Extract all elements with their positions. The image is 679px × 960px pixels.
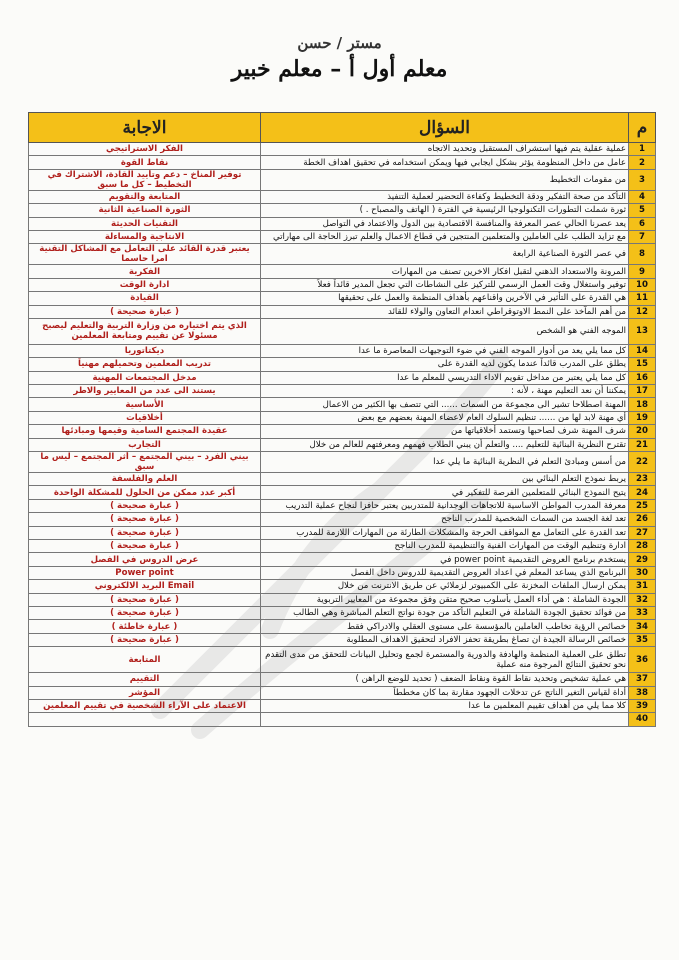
table-row	[29, 217, 656, 230]
table-row	[29, 385, 656, 398]
row-number: 37	[629, 673, 656, 686]
row-answer: مدخل المجتمعات المهنية	[29, 371, 261, 384]
author-name: مستر / حسن	[297, 34, 382, 52]
row-answer: ( عبارة صحيحة )	[29, 606, 261, 619]
table-row	[29, 292, 656, 305]
row-number: 21	[629, 438, 656, 451]
row-answer: الفكرية	[29, 265, 261, 278]
row-question: عامل من داخل المنظومة يؤثر بشكل ايجابي فيها ويمكن استخدامه في تحقيق اهداف الخطة	[261, 156, 629, 169]
table-row	[29, 673, 656, 686]
row-number: 19	[629, 411, 656, 424]
row-number: 13	[629, 318, 656, 344]
row-number: 29	[629, 553, 656, 566]
table-row	[29, 499, 656, 512]
row-number: 22	[629, 452, 656, 473]
row-question: كل مما يلي يعتبر من مداخل تقويم الاداء التدريسي للمعلم ما عدا	[261, 371, 629, 384]
page-title: معلم أول أ – معلم خبير	[231, 56, 448, 82]
row-answer: أخلاقيات	[29, 411, 261, 424]
row-number: 31	[629, 580, 656, 593]
page-header	[0, 34, 679, 84]
row-question: يعد عصرنا الحالي عصر المعرفة والمنافسة الاقتصادية بين الدول والاعتماد في التواصل	[261, 217, 629, 230]
row-question: خصائص الرؤية تخاطب العاملين بالمؤسسة على مستوى العقلي والادراكي فقط	[261, 620, 629, 633]
row-number: 9	[629, 265, 656, 278]
table-header-row	[29, 113, 656, 143]
table-row	[29, 566, 656, 579]
table-row	[29, 438, 656, 451]
table-row	[29, 156, 656, 169]
table-row	[29, 539, 656, 552]
row-answer: Email البريد الالكتروني	[29, 580, 261, 593]
row-number: 14	[629, 344, 656, 357]
row-question: من أهم المآخذ على النمط الاوتوقراطي انعدام التعاون والولاء للقائد	[261, 305, 629, 318]
table-row	[29, 633, 656, 646]
table-row	[29, 169, 656, 190]
row-question: تقترح النظرية البنائية للتعليم .... والتعلم أن يبني الطلاب فهمهم ومعرفتهم للعالم من خلال	[261, 438, 629, 451]
row-question: ادارة وتنظيم الوقت من المهارات الفنية والتنظيمية للمدرب الناجح	[261, 539, 629, 552]
table-body	[29, 143, 656, 727]
row-answer: التقنيات الحديثة	[29, 217, 261, 230]
row-answer: ( عبارة خاطئة )	[29, 620, 261, 633]
table-row	[29, 513, 656, 526]
row-number: 11	[629, 292, 656, 305]
row-question	[261, 713, 629, 726]
row-question: معرفة المدرب المواطن الاساسية للاتجاهات الوجدانية للمتدربين يعتبر حافزا لنجاح عملية التدريب	[261, 499, 629, 512]
row-number: 28	[629, 539, 656, 552]
table-row	[29, 398, 656, 411]
row-question: عملية عقلية يتم فيها استشراف المستقبل وتحديد الاتجاه	[261, 143, 629, 156]
table-row	[29, 620, 656, 633]
row-number: 23	[629, 473, 656, 486]
row-question: هي عملية تشخيص وتحديد نقاط القوة ونقاط الضعف ( تحديد للوضع الراهن )	[261, 673, 629, 686]
row-answer: ( عبارة صحيحة )	[29, 633, 261, 646]
row-number: 1	[629, 143, 656, 156]
row-question: التأكد من صحة التفكير ودقة التخطيط وكفاءة التحضير لعملية التنفيذ	[261, 190, 629, 203]
table-row	[29, 244, 656, 265]
row-number: 30	[629, 566, 656, 579]
table-row	[29, 553, 656, 566]
row-number: 5	[629, 204, 656, 217]
row-answer: توفير المناخ – دعم وتأييد القادة، الاشتراك في التخطيط – كل ما سبق	[29, 169, 261, 190]
row-question: يربط نموذج التعلم البنائي بين	[261, 473, 629, 486]
table-row	[29, 305, 656, 318]
row-question: ثورة شملت التطورات التكنولوجيا الرئيسية في الفترة ( الهاتف والمصباح . )	[261, 204, 629, 217]
row-answer: ديكتاتوريا	[29, 344, 261, 357]
row-question: تعد لغة الجسد من السمات الشخصية للمدرب الناجح	[261, 513, 629, 526]
row-number: 6	[629, 217, 656, 230]
table-row	[29, 580, 656, 593]
row-answer: الانتاجية والمساءلة	[29, 230, 261, 243]
row-number: 8	[629, 244, 656, 265]
row-answer: ( عبارة صحيحة )	[29, 499, 261, 512]
row-question: المهنة اصطلاحا تشير الى مجموعة من السمات ...... التي تتصف بها الكثير من الاعمال	[261, 398, 629, 411]
row-question: في عصر الثورة الصناعية الرابعة	[261, 244, 629, 265]
row-question: البرنامج الذي يساعد المعلم في اعداد العروض التقديمية للدروس داخل الفصل	[261, 566, 629, 579]
row-number: 32	[629, 593, 656, 606]
table-row	[29, 230, 656, 243]
table-row	[29, 686, 656, 699]
table-row	[29, 143, 656, 156]
row-question: أداة لقياس التغير الناتج عن تدخلات الجهود مقارنة بما كان مخططاً	[261, 686, 629, 699]
row-question: الجودة الشاملة : هي أداء العمل بأسلوب صحيح متقن وفق مجموعة من المعايير التربوية	[261, 593, 629, 606]
row-answer: ( عبارة صحيحة )	[29, 526, 261, 539]
table-row	[29, 371, 656, 384]
row-question: يستخدم برنامج العروض التقديمية power point في	[261, 553, 629, 566]
row-question: كل مما يلي يعد من أدوار الموجه الفني في ضوء التوجيهات المعاصرة ما عدا	[261, 344, 629, 357]
row-answer: يستند الى عدد من المعايير والاطر	[29, 385, 261, 398]
table-row	[29, 647, 656, 673]
column-header-answer: الاجابة	[29, 113, 261, 143]
row-question: من فوائد تحقيق الجودة الشاملة في التعليم التأكد من جودة نواتج التعلم المباشرة وهي الطالب	[261, 606, 629, 619]
row-question: يمكن ارسال الملفات المخزنة على الكمبيوتر لزملائي عن طريق الانترنت من خلال	[261, 580, 629, 593]
row-answer: المتابعة	[29, 647, 261, 673]
row-number: 12	[629, 305, 656, 318]
row-number: 18	[629, 398, 656, 411]
row-question: أي مهنة لابد لها من ...... تنظيم السلوك العام لاعضاء المهنة بعضهم مع بعض	[261, 411, 629, 424]
row-number: 7	[629, 230, 656, 243]
row-number: 25	[629, 499, 656, 512]
row-question: يمكننا أن نعد التعليم مهنة ، لأنه :	[261, 385, 629, 398]
row-question: يطلق على المدرب قائداً عندما يكون لديه القدرة على	[261, 358, 629, 371]
row-number: 4	[629, 190, 656, 203]
row-answer: عرض الدروس في الفصل	[29, 553, 261, 566]
row-answer: الفكر الاستراتيجي	[29, 143, 261, 156]
row-answer	[29, 713, 261, 726]
row-answer: يعتبر قدرة القائد على التعامل مع المشاكل التقنية امرا حاسما	[29, 244, 261, 265]
table-row	[29, 473, 656, 486]
table-row	[29, 265, 656, 278]
table-row	[29, 452, 656, 473]
table-row	[29, 318, 656, 344]
row-answer: نقاط القوة	[29, 156, 261, 169]
table-row	[29, 425, 656, 438]
table-row	[29, 593, 656, 606]
row-question: المرونة والاستعداد الذهني لتقبل افكار الاخرين تصنف من المهارات	[261, 265, 629, 278]
table-row	[29, 190, 656, 203]
row-question: من أسس ومبادئ التعلم في النظرية البنائية ما يلي عدا	[261, 452, 629, 473]
row-answer: عقيدة المجتمع السامية وقيمها ومبادئها	[29, 425, 261, 438]
table-row	[29, 526, 656, 539]
row-number: 38	[629, 686, 656, 699]
qa-table	[28, 112, 656, 727]
row-question: تطلق على العملية المنظمة والهادفة والدورية والمستمرة لجمع وتحليل البيانات للتحقق من مدى التقدم نحو تحقيق النتائج المرجوة منه عملية	[261, 647, 629, 673]
row-question: كلا مما يلي من أهداف تقييم المعلمين ما عدا	[261, 699, 629, 712]
table-row	[29, 699, 656, 712]
table-row	[29, 411, 656, 424]
row-number: 39	[629, 699, 656, 712]
row-answer: ( عبارة صحيحة )	[29, 513, 261, 526]
column-header-number: م	[629, 113, 656, 143]
row-number: 3	[629, 169, 656, 190]
row-answer: ( عبارة صحيحة )	[29, 539, 261, 552]
row-question: هي القدرة على التأثير في الآخرين واقناعهم بأهداف المنظمة والعمل على تحقيقها	[261, 292, 629, 305]
row-number: 24	[629, 486, 656, 499]
row-number: 10	[629, 278, 656, 291]
row-number: 33	[629, 606, 656, 619]
row-answer: التجارب	[29, 438, 261, 451]
table-row	[29, 204, 656, 217]
row-number: 26	[629, 513, 656, 526]
row-answer: Power point	[29, 566, 261, 579]
row-question: من مقومات التخطيط	[261, 169, 629, 190]
row-question: مع تزايد الطلب على العاملين والمتعلمين المنتجين في قطاع الاعمال والعلم تبرز الحاجة الى مهاراتي	[261, 230, 629, 243]
row-question: الموجه الفني هو الشخص	[261, 318, 629, 344]
row-question: خصائص الرسالة الجيدة ان تصاغ بطريقة تحفز الافراد لتحقيق الاهداف المطلوبة	[261, 633, 629, 646]
column-header-question: السؤال	[261, 113, 629, 143]
row-answer: المؤشر	[29, 686, 261, 699]
row-answer: أكبر عدد ممكن من الحلول للمشكلة الواحدة	[29, 486, 261, 499]
row-number: 36	[629, 647, 656, 673]
row-number: 34	[629, 620, 656, 633]
table-row	[29, 713, 656, 726]
table-row	[29, 486, 656, 499]
row-answer: القيادة	[29, 292, 261, 305]
row-number: 40	[629, 713, 656, 726]
row-answer: بيني الفرد – بيني المجتمع – أثر المجتمع – ليس ما سبق	[29, 452, 261, 473]
table-row	[29, 344, 656, 357]
row-number: 17	[629, 385, 656, 398]
row-answer: الأساسية	[29, 398, 261, 411]
row-number: 15	[629, 358, 656, 371]
row-number: 16	[629, 371, 656, 384]
row-answer: الثورة الصناعية الثانية	[29, 204, 261, 217]
row-answer: المتابعة والتقويم	[29, 190, 261, 203]
row-number: 27	[629, 526, 656, 539]
table-row	[29, 278, 656, 291]
row-question: تعد القدرة على التعامل مع المواقف الحرجة والمشكلات الطارئة من المهارات اللازمة للمدرب	[261, 526, 629, 539]
row-answer: التقييم	[29, 673, 261, 686]
table-row	[29, 606, 656, 619]
row-answer: العلم والفلسفة	[29, 473, 261, 486]
row-question: يتيح النموذج البنائي للمتعلمين الفرصة للتفكير في	[261, 486, 629, 499]
table-row	[29, 358, 656, 371]
row-answer: ( عبارة صحيحة )	[29, 593, 261, 606]
row-question: شرف المهنة شرف لصاحبها وتستمد أخلاقياتها من	[261, 425, 629, 438]
row-question: توفير واستغلال وقت العمل الرسمي للتركيز على النشاطات التي تجعل المدير قائداً فعلاً	[261, 278, 629, 291]
row-answer: ادارة الوقت	[29, 278, 261, 291]
row-number: 35	[629, 633, 656, 646]
row-answer: تدريب المعلمين وتحميلهم مهنياً	[29, 358, 261, 371]
row-answer: ( عبارة صحيحة )	[29, 305, 261, 318]
row-number: 2	[629, 156, 656, 169]
row-answer: الاعتماد على الآراء الشخصية في تقييم المعلمين	[29, 699, 261, 712]
row-answer: الذي يتم اختياره من وزارة التربية والتعليم ليصبح مسئولا عن تقييم ومتابعة المعلمين	[29, 318, 261, 344]
row-number: 20	[629, 425, 656, 438]
